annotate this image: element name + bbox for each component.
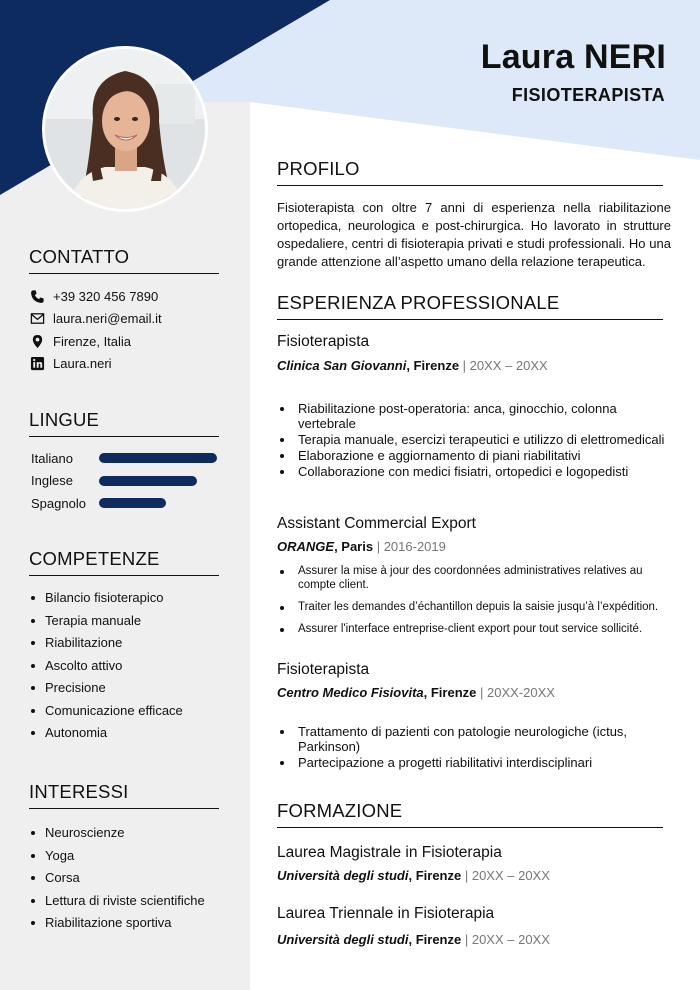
list-item: Corsa — [29, 869, 229, 892]
list-item: Riabilitazione post-operatoria: anca, ginocchio, colonna vertebrale — [277, 401, 671, 431]
job-city: , Firenze — [406, 358, 460, 373]
list-item: Elaborazione e aggiornamento di piani riabilitativi — [277, 448, 671, 463]
language-name: Spagnolo — [31, 495, 86, 511]
job-title: Assistant Commercial Export — [277, 515, 476, 532]
contact-phone — [29, 285, 229, 308]
location-pin-icon — [29, 333, 45, 349]
portrait-image — [45, 49, 205, 209]
profile-heading: PROFILO — [277, 158, 663, 186]
list-item: Lettura di riviste scientifiche — [29, 892, 229, 915]
language-level-bar — [99, 498, 217, 508]
job-organization: Clinica San Giovanni — [277, 358, 407, 373]
job-dates: 20XX-20XX — [487, 685, 555, 700]
candidate-job-title: FISIOTERAPISTA — [511, 85, 665, 105]
list-item: Collaborazione con medici fisiatri, ortopedici e logopedisti — [277, 464, 671, 479]
education-organization: Università degli studi — [277, 868, 409, 883]
list-item: Terapia manuale — [29, 612, 229, 635]
phone-icon — [29, 288, 45, 304]
job-dates: 20XX – 20XX — [469, 358, 548, 373]
list-item: Assurer l'interface entreprise-client export pour tout service sollicité. — [277, 623, 671, 637]
job-meta — [277, 358, 548, 373]
list-item: Terapia manuale, esercizi terapeutici e utilizzo di elettromedicali — [277, 432, 671, 447]
list-item: Neuroscienze — [29, 824, 229, 847]
job-organization: Centro Medico Fisiovita — [277, 685, 424, 700]
list-item: Comunicazione efficace — [29, 702, 229, 725]
list-item: Traiter les demandes d’échantillon depuis la saisie jusqu’à l’expédition. — [277, 601, 671, 615]
job-title: Fisioterapista — [277, 661, 370, 678]
job-separator: | — [373, 539, 384, 554]
education-title: Laurea Triennale in Fisioterapia — [277, 905, 495, 922]
job-city: , Firenze — [423, 685, 477, 700]
language-level-bar — [99, 453, 217, 463]
language-name: Inglese — [31, 473, 73, 489]
language-italiano — [31, 447, 231, 470]
education-meta — [277, 932, 550, 947]
job-bullets — [277, 724, 671, 770]
language-name: Italiano — [31, 450, 73, 466]
education-title: Laurea Magistrale in Fisioterapia — [277, 844, 502, 861]
skills-heading: COMPETENZE — [29, 548, 219, 576]
interests-heading: INTERESSI — [29, 781, 219, 809]
education-heading: FORMAZIONE — [277, 800, 663, 828]
job-meta — [277, 685, 555, 700]
list-item: Ascolto attivo — [29, 657, 229, 680]
contact-list — [29, 285, 229, 375]
job-bullets — [277, 401, 671, 479]
education-city: , Firenze — [408, 868, 462, 883]
linkedin-icon — [29, 356, 45, 372]
languages-list — [31, 447, 231, 515]
contact-email — [29, 308, 229, 331]
list-item: Partecipazione a progetti riabilitativi interdisciplinari — [277, 755, 671, 770]
job-separator: | — [459, 358, 470, 373]
email-icon — [29, 311, 45, 327]
contact-location-text: Firenze, Italia — [53, 333, 132, 349]
list-item: Yoga — [29, 847, 229, 870]
interests-list — [29, 824, 229, 937]
contact-location — [29, 330, 229, 353]
education-organization: Università degli studi — [277, 932, 409, 947]
contact-linkedin-text: Laura.neri — [53, 356, 112, 372]
education-dates: 20XX – 20XX — [471, 868, 550, 883]
language-level-fill — [99, 453, 217, 463]
language-level-bar — [99, 476, 217, 486]
list-item: Bilancio fisioterapico — [29, 589, 229, 612]
job-separator: | — [476, 685, 487, 700]
language-level-fill — [99, 476, 197, 486]
education-separator: | — [461, 868, 472, 883]
contact-linkedin — [29, 353, 229, 376]
contact-heading: CONTATTO — [29, 246, 219, 274]
candidate-name: Laura NERI — [480, 38, 666, 76]
job-bullets — [277, 565, 671, 645]
job-title: Fisioterapista — [277, 333, 370, 350]
contact-email-text: laura.neri@email.it — [53, 311, 162, 327]
contact-phone-text: +39 320 456 7890 — [53, 288, 159, 304]
education-city: , Firenze — [408, 932, 462, 947]
job-dates: 2016-2019 — [383, 539, 446, 554]
language-spagnolo — [31, 492, 231, 515]
list-item: Riabilitazione — [29, 634, 229, 657]
language-level-fill — [99, 498, 166, 508]
list-item: Precisione — [29, 679, 229, 702]
list-item: Riabilitazione sportiva — [29, 914, 229, 937]
list-item: Autonomia — [29, 724, 229, 747]
profile-photo — [42, 46, 208, 212]
list-item: Trattamento di pazienti con patologie neurologiche (ictus, Parkinson) — [277, 724, 671, 754]
education-dates: 20XX – 20XX — [471, 932, 550, 947]
profile-text: Fisioterapista con oltre 7 anni di esperienza nella riabilitazione ortopedica, neurologica e post-chirurgica. Ho lavorato in strutture ospedaliere, centri di fisioterapia privati e studi professionali. Ho una grande attenzione all’aspetto umano della relazione terapeutica. — [277, 200, 671, 269]
job-organization: ORANGE — [277, 539, 335, 554]
education-separator: | — [461, 932, 472, 947]
language-inglese — [31, 470, 231, 493]
languages-heading: LINGUE — [29, 409, 219, 437]
education-meta — [277, 868, 550, 883]
experience-heading: ESPERIENZA PROFESSIONALE — [277, 292, 663, 320]
job-city: , Paris — [334, 539, 374, 554]
list-item: Assurer la mise à jour des coordonnées administratives relatives au compte client. — [277, 565, 671, 592]
job-meta — [277, 539, 446, 554]
skills-list — [29, 589, 229, 747]
